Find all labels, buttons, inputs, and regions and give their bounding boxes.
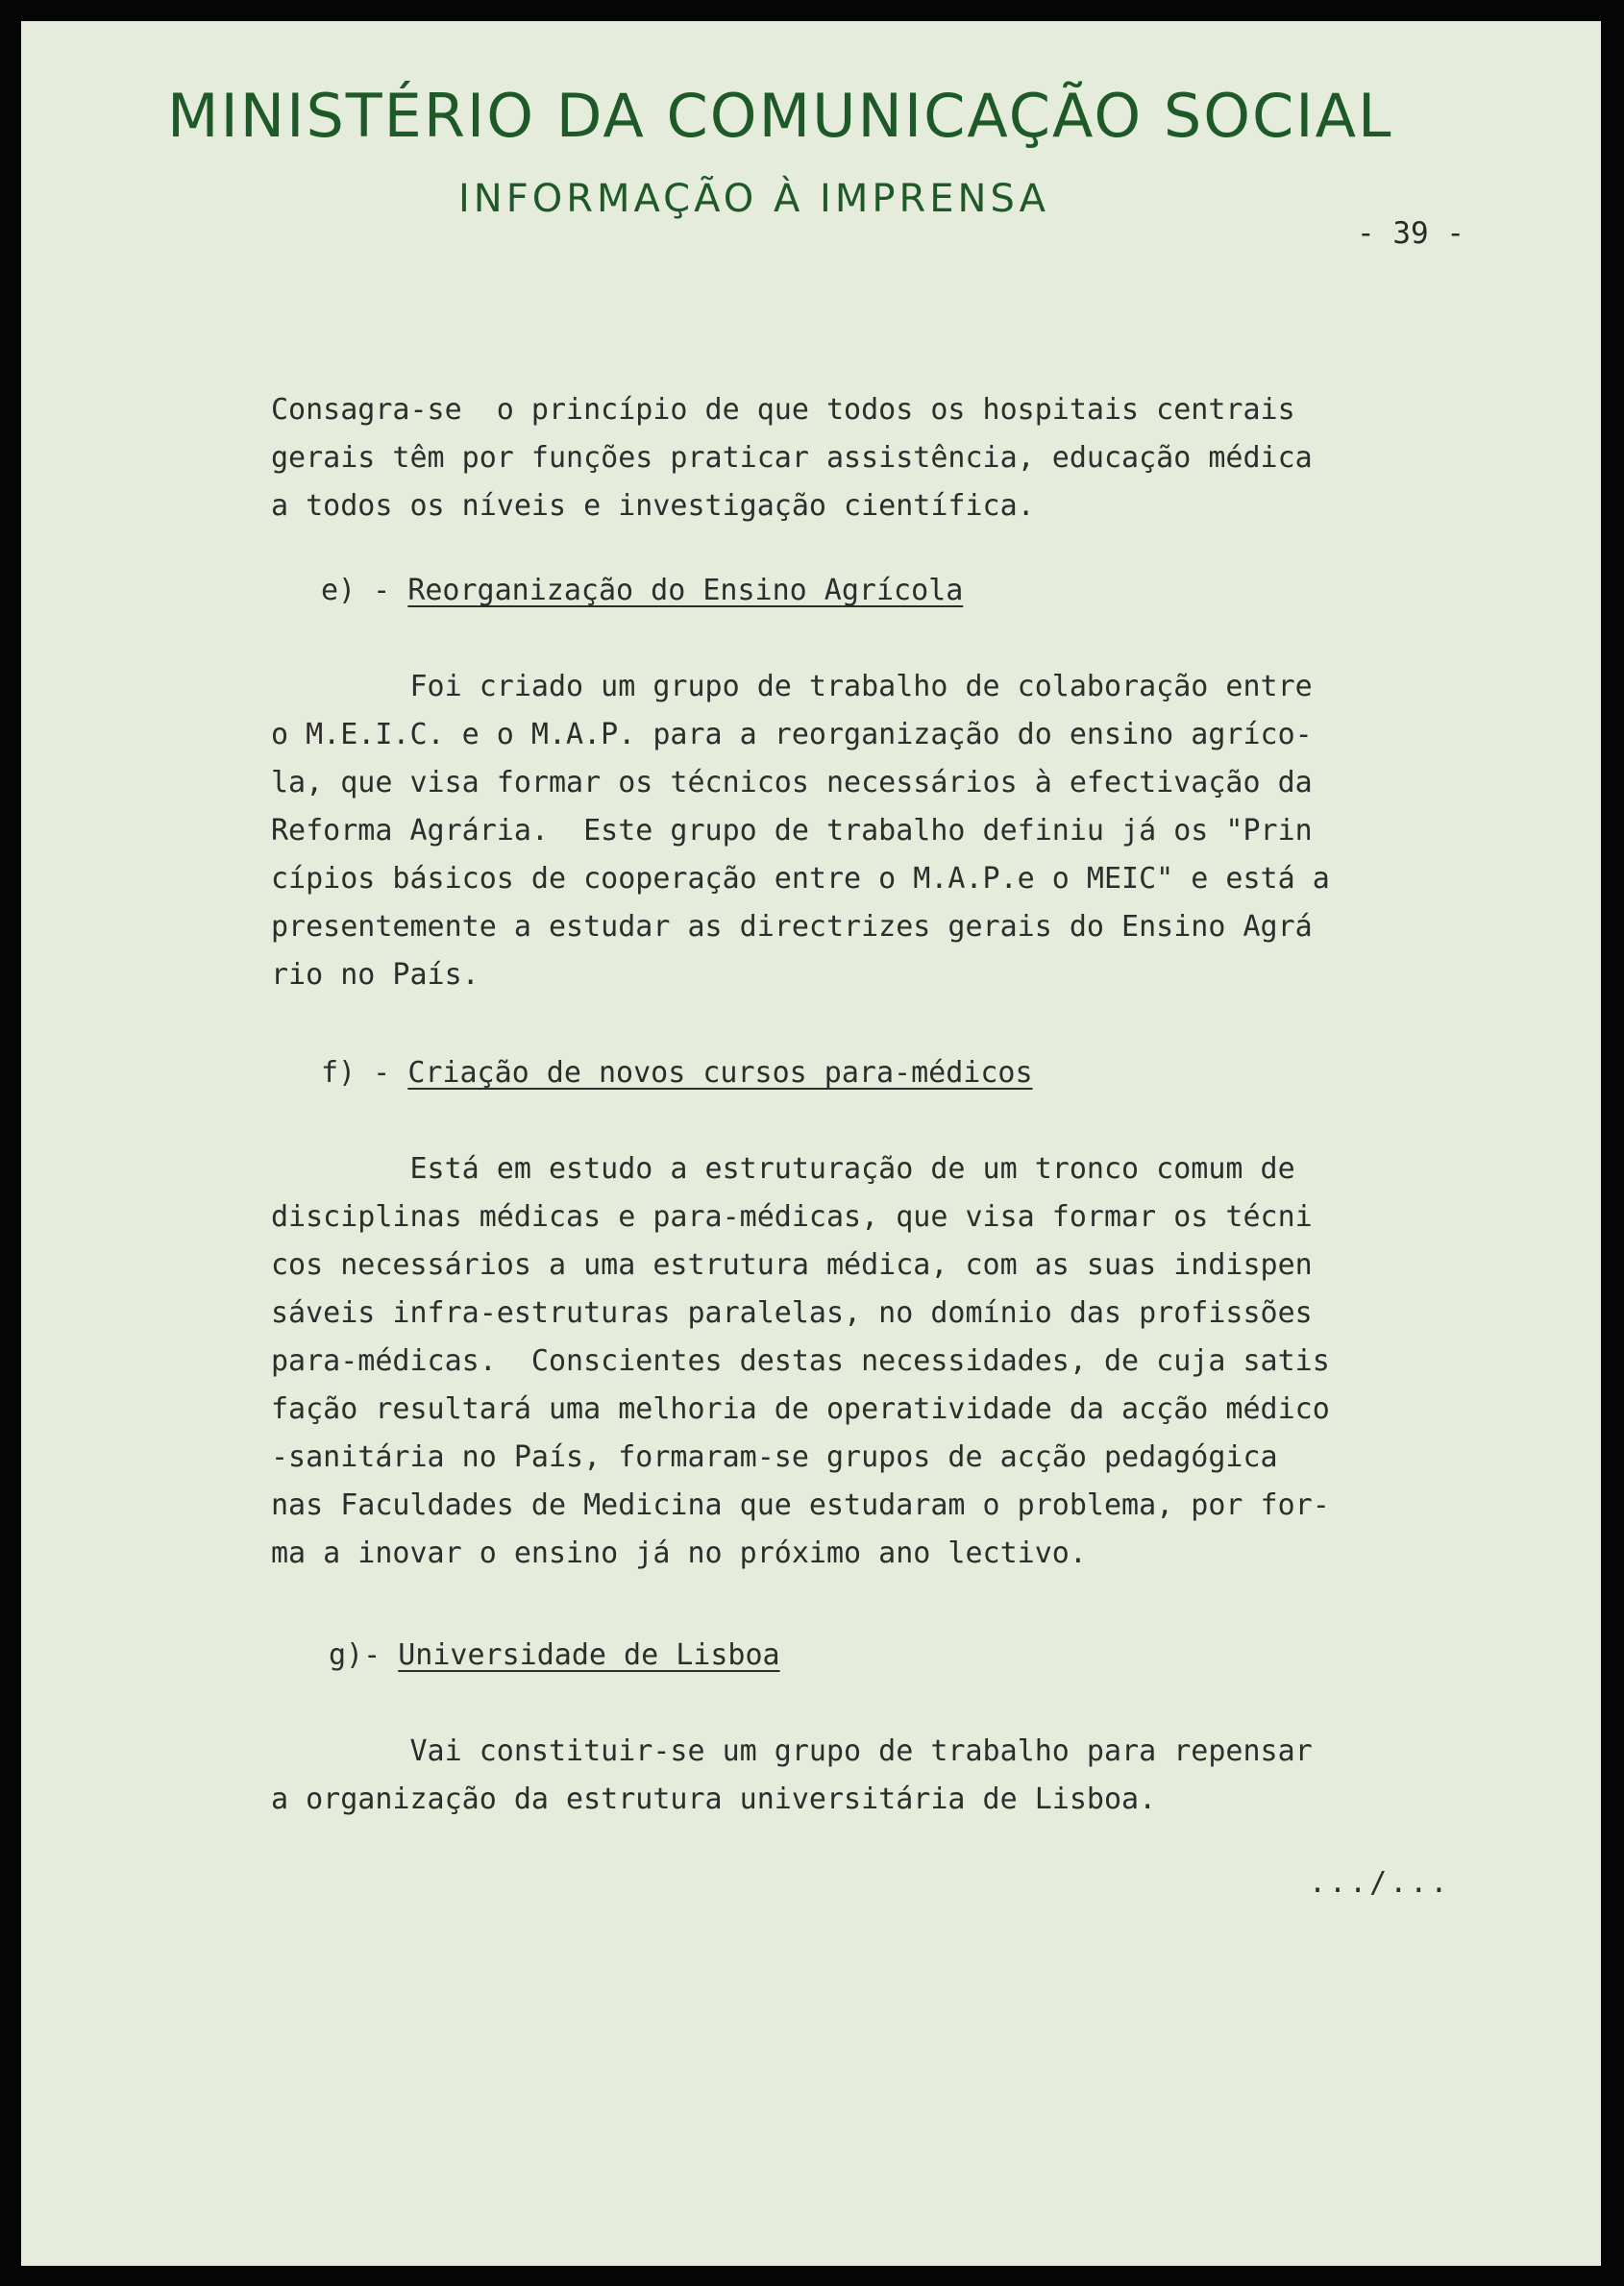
- text-line: presentemente a estudar as directrizes gerais do Ensino Agrá: [271, 910, 1313, 944]
- text-line: a todos os níveis e investigação científica.: [271, 489, 1035, 523]
- text-line: disciplinas médicas e para-médicas, que visa formar os técni: [271, 1200, 1313, 1234]
- section-heading-f: [321, 1049, 1033, 1097]
- text-line: Consagra-se o princípio de que todos os hospitais centrais: [271, 393, 1295, 427]
- text-line: Vai constituir-se um grupo de trabalho para repensar: [271, 1734, 1313, 1768]
- text-line: para-médicas. Conscientes destas necessidades, de cuja satis: [271, 1344, 1330, 1378]
- ministry-heading: MINISTÉRIO DA COMUNICAÇÃO SOCIAL: [167, 81, 1393, 151]
- section-title: Criação de novos cursos para-médicos: [407, 1056, 1033, 1090]
- text-line: sáveis infra-estruturas paralelas, no domínio das profissões: [271, 1296, 1313, 1330]
- text-line: rio no País.: [271, 958, 480, 992]
- text-line: fação resultará uma melhoria de operatividade da acção médico: [271, 1392, 1330, 1426]
- section-title: Universidade de Lisboa: [398, 1638, 780, 1672]
- section-marker: g)-: [329, 1638, 399, 1672]
- section-marker: f) -: [321, 1056, 408, 1090]
- text-line: la, que visa formar os técnicos necessários à efectivação da: [271, 766, 1313, 799]
- section-heading-e: [321, 567, 963, 615]
- section-title: Reorganização do Ensino Agrícola: [407, 574, 964, 607]
- press-office-subheading: INFORMAÇÃO À IMPRENSA: [458, 177, 1049, 221]
- page-number: - 39 -: [1357, 216, 1464, 251]
- text-line: nas Faculdades de Medicina que estudaram o problema, por for-: [271, 1488, 1330, 1522]
- text-line: -sanitária no País, formaram-se grupos de acção pedagógica: [271, 1440, 1278, 1474]
- section-heading-g: [329, 1632, 780, 1680]
- continuation-mark: .../...: [1309, 1866, 1451, 1900]
- intro-paragraph: [271, 386, 1472, 530]
- text-line: Está em estudo a estruturação de um tronco comum de: [271, 1152, 1295, 1186]
- text-line: cos necessários a uma estrutura médica, com as suas indispen: [271, 1248, 1313, 1282]
- text-line: o M.E.I.C. e o M.A.P. para a reorganização do ensino agríco-: [271, 718, 1313, 751]
- text-line: cípios básicos de cooperação entre o M.A.P.e o MEIC" e está a: [271, 862, 1330, 896]
- section-f-paragraph: [271, 1145, 1472, 1578]
- section-g-paragraph: [271, 1728, 1472, 1824]
- document-page: [21, 21, 1601, 2266]
- text-line: Reforma Agrária. Este grupo de trabalho definiu já os "Prin: [271, 814, 1313, 848]
- text-line: ma a inovar o ensino já no próximo ano lectivo.: [271, 1536, 1087, 1570]
- section-marker: e) -: [321, 574, 408, 607]
- text-line: gerais têm por funções praticar assistência, educação médica: [271, 441, 1313, 475]
- text-line: Foi criado um grupo de trabalho de colaboração entre: [271, 670, 1313, 703]
- section-e-paragraph: [271, 663, 1472, 999]
- text-line: a organização da estrutura universitária de Lisboa.: [271, 1782, 1157, 1816]
